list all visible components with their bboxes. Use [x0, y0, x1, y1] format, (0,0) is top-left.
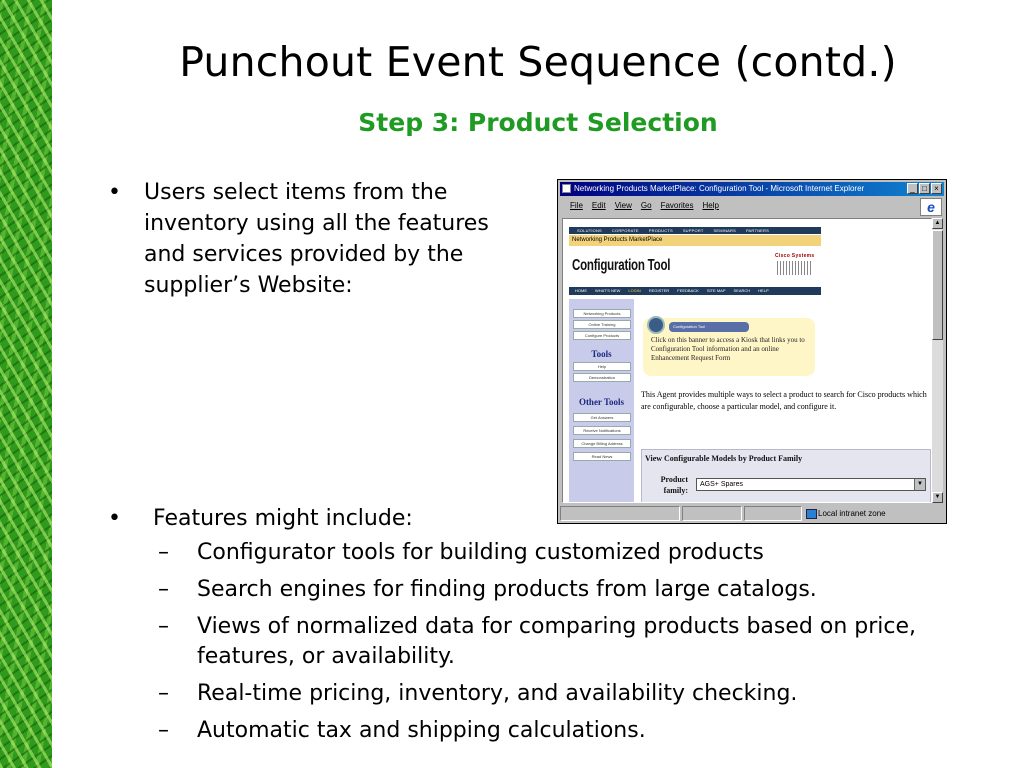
features-list	[158, 538, 958, 753]
sidebar-item-configure-products[interactable]: Configure Products	[573, 331, 631, 340]
dash-marker: –	[158, 718, 169, 743]
product-family-label: Product family:	[660, 475, 688, 495]
list-item	[158, 575, 958, 605]
maximize-icon[interactable]: □	[919, 183, 930, 194]
status-bar	[560, 506, 944, 521]
marketplace-label: Networking Products MarketPlace	[569, 235, 821, 246]
agent-description: This Agent provides multiple ways to select a product to search for Cisco products which are configurable, choose a particular model, and configure it.	[641, 390, 927, 411]
dash-marker: –	[158, 540, 169, 565]
cisco-bridge-icon	[777, 261, 813, 275]
sidebar-item-receive-notifications[interactable]: Receive Notifications	[573, 426, 631, 435]
list-item	[158, 612, 958, 672]
feature-text: Real-time pricing, inventory, and availability checking.	[197, 681, 798, 706]
sidebar-item-demonstration[interactable]: Demonstration	[573, 373, 631, 382]
nav-feedback[interactable]: FEEDBACK	[677, 288, 699, 293]
page-title: Configuration Tool	[572, 257, 671, 274]
dash-marker: –	[158, 681, 169, 706]
status-cell-progress	[682, 506, 742, 521]
kiosk-banner[interactable]	[643, 318, 815, 376]
window-controls	[907, 183, 942, 194]
bullet-dot: •	[108, 180, 121, 205]
bullet-users-select	[108, 177, 528, 301]
cisco-logo: Cisco Systems	[775, 253, 815, 259]
nav-solutions[interactable]: SOLUTIONS	[577, 228, 602, 233]
top-nav	[569, 227, 821, 234]
sidebar-item-online-training[interactable]: Online Training	[573, 320, 631, 329]
nav-site-map[interactable]: SITE MAP	[706, 288, 726, 293]
nav-seminars[interactable]: SEMINARS	[713, 228, 736, 233]
kiosk-icon	[647, 316, 665, 334]
configurable-models-panel	[641, 449, 931, 503]
chevron-down-icon[interactable]: ▼	[914, 479, 925, 490]
nav-search[interactable]: SEARCH	[733, 288, 751, 293]
bullet-dot: •	[108, 506, 121, 531]
menu-favorites[interactable]: Favorites	[660, 201, 694, 210]
dash-marker: –	[158, 577, 169, 602]
sidebar-item-get-answers[interactable]: Get Answers	[573, 413, 631, 422]
status-cell-main	[560, 506, 680, 521]
sidebar-heading-tools: Tools	[591, 349, 612, 359]
sidebar-item-networking-products[interactable]: Networking Products	[573, 309, 631, 318]
menu-file[interactable]: File	[570, 201, 583, 210]
feature-text: Configurator tools for building customized products	[197, 540, 764, 565]
feature-text: Views of normalized data for comparing products based on price, features, or availability.	[197, 614, 916, 669]
browser-titlebar	[560, 182, 944, 196]
nav-products[interactable]: PRODUCTS	[648, 228, 673, 233]
kiosk-label: Configuration Tool	[669, 322, 749, 332]
sidebar	[569, 299, 634, 503]
list-item	[158, 716, 958, 746]
slide-subtitle: Step 3: Product Selection	[358, 108, 718, 137]
browser-viewport	[562, 218, 932, 503]
nav-corporate[interactable]: CORPORATE	[611, 228, 639, 233]
nav-login[interactable]: LOGIN	[628, 288, 641, 293]
dash-marker: –	[158, 614, 169, 639]
menu-edit[interactable]: Edit	[591, 201, 606, 210]
status-cell-security	[744, 506, 802, 521]
sidebar-item-change-billing-address[interactable]: Change Billing Address	[573, 439, 631, 448]
nav-home[interactable]: HOME	[575, 288, 587, 293]
menu-bar	[562, 199, 922, 213]
nav-help[interactable]: HELP	[758, 288, 769, 293]
list-item	[158, 679, 958, 709]
close-icon[interactable]: ×	[931, 183, 942, 194]
feature-text: Search engines for finding products from large catalogs.	[197, 577, 817, 602]
sidebar-item-help[interactable]: Help	[573, 362, 631, 371]
list-item	[158, 538, 958, 568]
scroll-down-icon[interactable]: ▼	[932, 492, 943, 503]
feature-text: Automatic tax and shipping calculations.	[197, 718, 646, 743]
decorative-green-stripe	[0, 0, 52, 768]
kiosk-description: Click on this banner to access a Kiosk that links you to Configuration Tool information and an online Enhancement Request Form	[651, 336, 805, 362]
scroll-thumb[interactable]	[932, 230, 943, 340]
ie-logo-icon: e	[920, 198, 942, 216]
window-title: Networking Products MarketPlace: Configuration Tool - Microsoft Internet Explorer	[574, 184, 865, 193]
menu-help[interactable]: Help	[702, 201, 719, 210]
bullet-text: Users select items from the inventory using all the features and services provided by the supplier’s Website:	[144, 180, 489, 298]
browser-screenshot	[557, 179, 947, 524]
nav-partners[interactable]: PARTNERS	[745, 228, 769, 233]
menu-go[interactable]: Go	[640, 201, 652, 210]
vertical-scrollbar[interactable]	[932, 218, 943, 503]
main-nav	[569, 287, 821, 295]
product-family-select[interactable]	[696, 478, 926, 491]
nav-register[interactable]: REGISTER	[648, 288, 670, 293]
bullet-text: Features might include:	[153, 506, 413, 531]
sidebar-heading-other-tools: Other Tools	[578, 397, 625, 407]
bullet-features	[108, 503, 578, 534]
ie-window-icon	[562, 184, 571, 193]
scroll-up-icon[interactable]: ▲	[932, 218, 943, 229]
sidebar-item-read-news[interactable]: Read News	[573, 452, 631, 461]
menu-view[interactable]: View	[614, 201, 632, 210]
slide-title: Punchout Event Sequence (contd.)	[179, 38, 897, 86]
nav-whats-new[interactable]: WHAT'S NEW	[595, 288, 621, 293]
status-zone-text: Local intranet zone	[804, 506, 886, 521]
minimize-icon[interactable]: _	[907, 183, 918, 194]
models-heading: View Configurable Models by Product Family	[645, 454, 803, 463]
product-family-value: AGS+ Spares	[700, 481, 743, 488]
nav-support[interactable]: SUPPORT	[682, 228, 704, 233]
